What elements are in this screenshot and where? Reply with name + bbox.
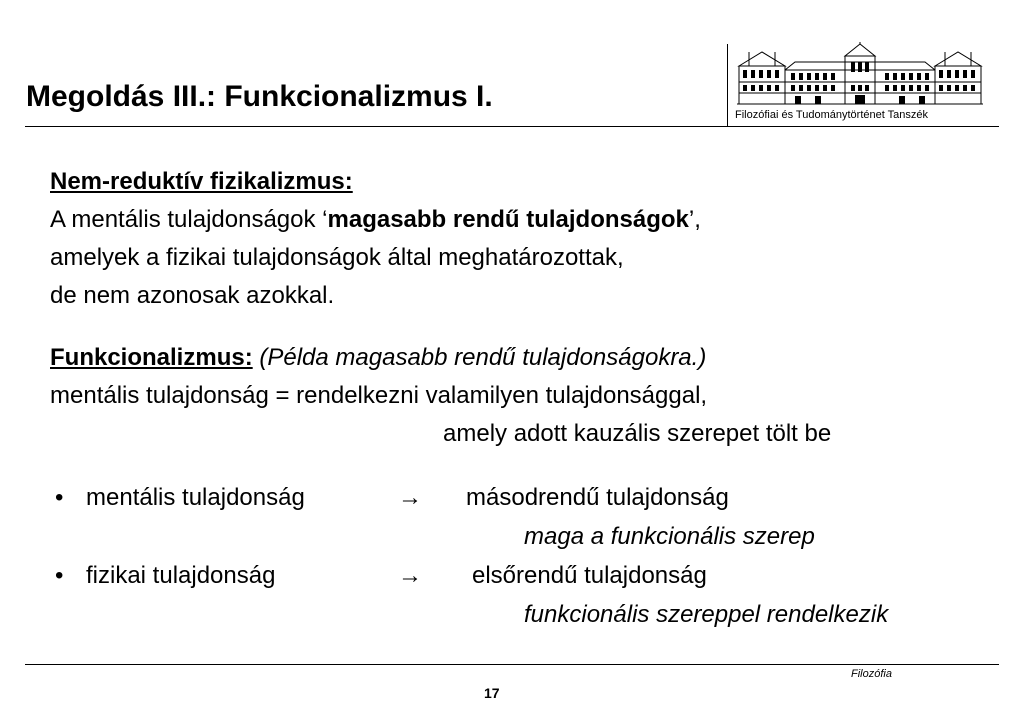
bullet-2-arrow: → — [398, 562, 422, 589]
bullet-2-left: fizikai tulajdonság — [86, 562, 276, 589]
section1-line1 — [50, 206, 701, 234]
section2-heading-line — [50, 344, 706, 372]
section1-heading: Nem-reduktív fizikalizmus: — [50, 168, 353, 195]
section1-line1-post: ’, — [688, 206, 701, 233]
section2-line2: amely adott kauzális szerepet tölt be — [443, 420, 832, 447]
bullet-1-arrow: → — [398, 484, 422, 511]
bullet-1-left: mentális tulajdonság — [86, 484, 305, 511]
bullet-1-sub: maga a funkcionális szerep — [524, 523, 815, 550]
section1-line2: amelyek a fizikai tulajdonságok által meghatározottak, — [50, 244, 624, 271]
footer-rule — [25, 664, 999, 665]
bullet-1-marker: • — [55, 484, 64, 511]
page-number: 17 — [484, 685, 500, 701]
department-name: Filozófiai és Tudománytörténet Tanszék — [735, 109, 929, 121]
footer-label: Filozófia — [851, 668, 892, 680]
page-title: Megoldás III.: Funkcionalizmus I. — [26, 80, 493, 113]
section2-line1: mentális tulajdonság = rendelkezni valamilyen tulajdonsággal, — [50, 382, 708, 409]
bullet-2-marker: • — [55, 562, 64, 589]
section2-heading: Funkcionalizmus: — [50, 344, 253, 371]
bullet-2-right: elsőrendű tulajdonság — [472, 562, 707, 589]
section2-heading-note: (Példa magasabb rendű tulajdonságokra.) — [259, 344, 707, 371]
bullet-1-right: másodrendű tulajdonság — [466, 484, 729, 511]
bullet-2-sub: funkcionális szereppel rendelkezik — [524, 601, 889, 628]
section1-line1-pre: A mentális tulajdonságok ‘ — [50, 206, 328, 233]
section1-line3: de nem azonosak azokkal. — [50, 282, 335, 309]
section1-line1-bold: magasabb rendű tulajdonságok — [327, 206, 689, 233]
university-building-logo — [735, 42, 985, 108]
